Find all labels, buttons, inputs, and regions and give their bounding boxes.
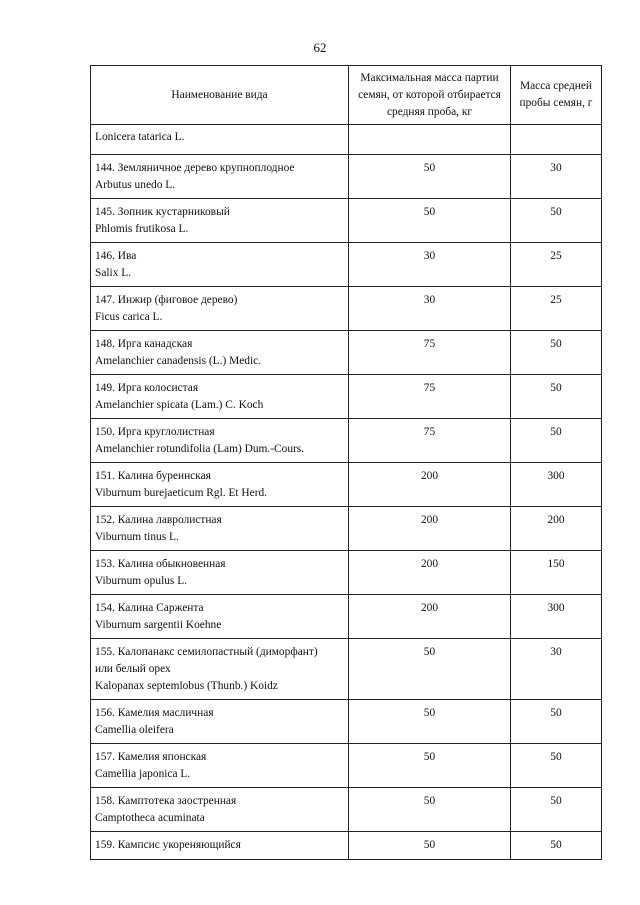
species-latin-name: Salix L. <box>95 267 132 279</box>
max-batch-mass-cell: 50 <box>349 199 511 243</box>
table-body <box>91 125 602 860</box>
max-batch-mass-cell: 75 <box>349 375 511 419</box>
sample-mass-cell: 50 <box>511 700 602 744</box>
max-batch-mass-cell: 50 <box>349 700 511 744</box>
table-row <box>91 287 602 331</box>
species-name-line: 153. Калина обыкновенная <box>95 558 226 570</box>
table-row <box>91 243 602 287</box>
species-name-cell <box>91 551 349 595</box>
species-name-line: 147. Инжир (фиговое дерево) <box>95 294 238 306</box>
species-name-cell <box>91 125 349 155</box>
table-header-row <box>91 66 602 125</box>
max-batch-mass-cell: 30 <box>349 243 511 287</box>
species-latin-name: Arbutus unedo L. <box>95 179 176 191</box>
species-name-line: 145. Зопник кустарниковый <box>95 206 230 218</box>
species-table <box>90 65 602 860</box>
species-latin-name: Camellia oleifera <box>95 724 174 736</box>
sample-mass-cell <box>511 125 602 155</box>
species-name-cell <box>91 700 349 744</box>
table-row <box>91 463 602 507</box>
sample-mass-cell: 25 <box>511 287 602 331</box>
table-row <box>91 639 602 700</box>
table-row <box>91 551 602 595</box>
species-name-line: 156. Камелия масличная <box>95 707 214 719</box>
table-row <box>91 155 602 199</box>
table-row <box>91 419 602 463</box>
table-row <box>91 507 602 551</box>
species-name-cell <box>91 463 349 507</box>
species-name-cell <box>91 744 349 788</box>
species-name-line: 157. Камелия японская <box>95 751 207 763</box>
species-name-cell <box>91 507 349 551</box>
species-latin-name: Ficus carica L. <box>95 311 163 323</box>
species-latin-name: Amelanchier canadensis (L.) Medic. <box>95 355 262 367</box>
species-latin-name: Viburnum opulus L. <box>95 575 188 587</box>
max-batch-mass-cell: 75 <box>349 419 511 463</box>
table-row <box>91 199 602 243</box>
table-row <box>91 744 602 788</box>
page-number: 62 <box>313 40 327 55</box>
sample-mass-cell: 30 <box>511 639 602 700</box>
species-name-line: 150. Ирга круглолистная <box>95 426 215 438</box>
table-row <box>91 700 602 744</box>
max-batch-mass-cell: 200 <box>349 463 511 507</box>
table-row <box>91 331 602 375</box>
species-name-line: 148. Ирга канадская <box>95 338 193 350</box>
species-name-cell <box>91 832 349 860</box>
species-name-cell <box>91 331 349 375</box>
sample-mass-cell: 25 <box>511 243 602 287</box>
species-name-line: 146. Ива <box>95 250 137 262</box>
max-batch-mass-cell: 50 <box>349 832 511 860</box>
species-latin-name: Amelanchier spicata (Lam.) C. Koch <box>95 399 264 411</box>
max-batch-mass-cell: 50 <box>349 788 511 832</box>
species-name-line: 144. Земляничное дерево крупноплодное <box>95 162 295 174</box>
max-batch-mass-cell: 200 <box>349 595 511 639</box>
species-name-line: 149. Ирга колосистая <box>95 382 199 394</box>
max-batch-mass-cell: 30 <box>349 287 511 331</box>
species-name-cell <box>91 375 349 419</box>
sample-mass-cell: 200 <box>511 507 602 551</box>
sample-mass-cell: 150 <box>511 551 602 595</box>
species-latin-name: Camptotheca acuminata <box>95 812 205 824</box>
sample-mass-cell: 30 <box>511 155 602 199</box>
species-name-line: Lonicera tatarica L. <box>95 131 185 143</box>
species-name-cell <box>91 639 349 700</box>
table-row <box>91 788 602 832</box>
sample-mass-cell: 50 <box>511 419 602 463</box>
sample-mass-cell: 300 <box>511 463 602 507</box>
sample-mass-cell: 50 <box>511 331 602 375</box>
max-batch-mass-cell: 50 <box>349 155 511 199</box>
species-name-line: 158. Камптотека заостренная <box>95 795 237 807</box>
species-latin-name: Viburnum tinus L. <box>95 531 179 543</box>
species-latin-name: Viburnum sargentii Koehne <box>95 619 222 631</box>
species-name-line: или белый орех <box>95 663 171 675</box>
species-name-cell <box>91 419 349 463</box>
max-batch-mass-cell: 75 <box>349 331 511 375</box>
max-batch-mass-cell: 200 <box>349 551 511 595</box>
species-name-line: 155. Калопанакс семилопастный (диморфант) <box>95 646 318 658</box>
species-name-cell <box>91 788 349 832</box>
table-row <box>91 595 602 639</box>
table-row <box>91 125 602 155</box>
max-batch-mass-cell <box>349 125 511 155</box>
species-latin-name: Camellia japonica L. <box>95 768 191 780</box>
species-latin-name: Kalopanax septemlobus (Thunb.) Koidz <box>95 680 278 692</box>
max-batch-mass-cell: 200 <box>349 507 511 551</box>
sample-mass-cell: 300 <box>511 595 602 639</box>
table-row <box>91 375 602 419</box>
max-batch-mass-cell: 50 <box>349 639 511 700</box>
header-max-batch-mass: Максимальная масса партии семян, от которой отбирается средняя проба, кг <box>349 66 511 125</box>
header-species-name: Наименование вида <box>91 66 349 125</box>
species-latin-name: Viburnum burejaeticum Rgl. Et Herd. <box>95 487 268 499</box>
species-name-line: 154. Калина Саржента <box>95 602 204 614</box>
species-name-line: 159. Кампсис укореняющийся <box>95 839 241 851</box>
sample-mass-cell: 50 <box>511 375 602 419</box>
species-name-cell <box>91 199 349 243</box>
species-name-cell <box>91 155 349 199</box>
species-name-cell <box>91 595 349 639</box>
sample-mass-cell: 50 <box>511 788 602 832</box>
sample-mass-cell: 50 <box>511 744 602 788</box>
species-latin-name: Amelanchier rotundifolia (Lam) Dum.-Cours. <box>95 443 305 455</box>
species-latin-name: Phlomis frutikosa L. <box>95 223 189 235</box>
species-name-cell <box>91 287 349 331</box>
sample-mass-cell: 50 <box>511 832 602 860</box>
sample-mass-cell: 50 <box>511 199 602 243</box>
header-sample-mass: Масса средней пробы семян, г <box>511 66 602 125</box>
species-name-cell <box>91 243 349 287</box>
species-name-line: 152. Калина лавролистная <box>95 514 222 526</box>
species-name-line: 151. Калина буреинская <box>95 470 211 482</box>
max-batch-mass-cell: 50 <box>349 744 511 788</box>
table-row <box>91 832 602 860</box>
